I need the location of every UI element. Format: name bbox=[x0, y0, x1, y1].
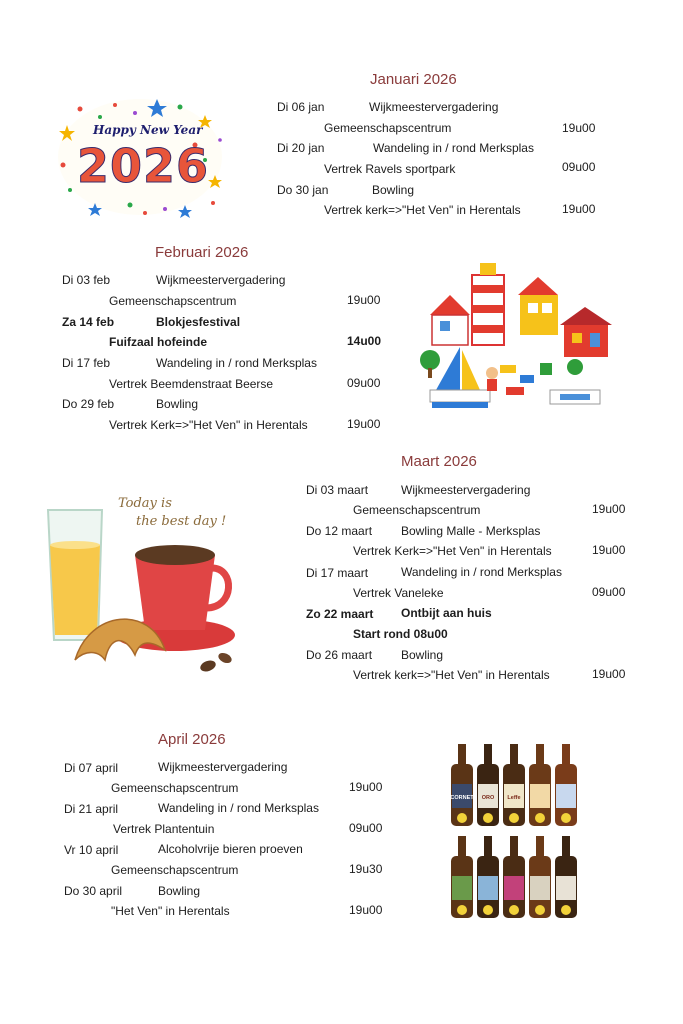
february-title: Februari 2026 bbox=[155, 244, 249, 261]
mar-event-2-time: 19u00 bbox=[592, 543, 626, 557]
feb-event-2-time: 14u00 bbox=[347, 334, 382, 348]
mar-event-1-date: Di 03 maart bbox=[306, 483, 369, 497]
jan-event-3-activity: Bowling bbox=[372, 183, 415, 197]
apr-event-1-date: Di 07 april bbox=[64, 761, 119, 775]
beer-bottle bbox=[555, 836, 577, 918]
mar-event-5-time: 19u00 bbox=[592, 667, 626, 681]
feb-event-1-date: Di 03 feb bbox=[62, 273, 111, 287]
april-title: April 2026 bbox=[158, 731, 226, 748]
feb-event-1-time: 19u00 bbox=[347, 293, 381, 307]
feb-event-2-date: Za 14 feb bbox=[62, 315, 115, 329]
mar-event-1-detail: Gemeenschapscentrum bbox=[353, 503, 481, 517]
mar-event-3-activity: Wandeling in / rond Merksplas bbox=[401, 565, 562, 579]
feb-event-2-detail: Fuifzaal hofeinde bbox=[109, 335, 208, 349]
jan-event-1-time: 19u00 bbox=[562, 121, 596, 135]
apr-event-2-time: 09u00 bbox=[349, 821, 383, 835]
feb-event-1-detail: Gemeenschapscentrum bbox=[109, 294, 237, 308]
jan-event-1-detail: Gemeenschapscentrum bbox=[324, 121, 452, 135]
lego-blocks-icon bbox=[410, 255, 620, 425]
feb-event-3-date: Di 17 feb bbox=[62, 356, 111, 370]
best-day-text: the best day ! bbox=[136, 514, 227, 529]
jan-event-3-detail: Vertrek kerk=>"Het Ven" in Herentals bbox=[324, 203, 521, 217]
happy-new-year-text: Happy New Year bbox=[93, 123, 203, 137]
mar-event-5-date: Do 26 maart bbox=[306, 648, 373, 662]
feb-event-3-activity: Wandeling in / rond Merksplas bbox=[156, 356, 317, 370]
mar-event-5-activity: Bowling bbox=[401, 648, 444, 662]
beer-label-text: ORO bbox=[481, 795, 495, 801]
apr-event-2-date: Di 21 april bbox=[64, 802, 119, 816]
beer-bottles-icon bbox=[445, 740, 585, 930]
apr-event-4-time: 19u00 bbox=[349, 903, 383, 917]
mar-event-3-detail: Vertrek Vaneleke bbox=[353, 586, 444, 600]
feb-event-1-activity: Wijkmeestervergadering bbox=[156, 273, 286, 287]
breakfast-illustration bbox=[40, 490, 245, 690]
beer-bottle bbox=[477, 836, 499, 918]
beer-label-text: Leffe bbox=[507, 795, 521, 801]
mar-event-5-detail: Vertrek kerk=>"Het Ven" in Herentals bbox=[353, 668, 550, 682]
building-blocks-illustration bbox=[410, 255, 620, 425]
mar-event-2-detail: Vertrek Kerk=>"Het Ven" in Herentals bbox=[353, 544, 552, 558]
beer-bottles-illustration bbox=[445, 740, 585, 930]
year-2026-text: 2026 bbox=[77, 139, 210, 193]
feb-event-4-time: 19u00 bbox=[347, 417, 381, 431]
january-title: Januari 2026 bbox=[370, 71, 457, 88]
apr-event-3-date: Vr 10 april bbox=[64, 843, 119, 857]
jan-event-2-time: 09u00 bbox=[562, 160, 596, 174]
feb-event-3-time: 09u00 bbox=[347, 376, 381, 390]
beer-bottle bbox=[503, 744, 525, 826]
feb-event-2-activity: Blokjesfestival bbox=[156, 315, 241, 329]
jan-event-3-time: 19u00 bbox=[562, 202, 596, 216]
beer-bottle bbox=[503, 836, 525, 918]
mar-event-3-time: 09u00 bbox=[592, 585, 626, 599]
today-is-text: Today is bbox=[118, 496, 172, 511]
mar-event-3-date: Di 17 maart bbox=[306, 566, 369, 580]
beer-bottle bbox=[477, 744, 499, 826]
apr-event-4-activity: Bowling bbox=[158, 884, 201, 898]
apr-event-4-detail: "Het Ven" in Herentals bbox=[111, 904, 230, 918]
apr-event-3-activity: Alcoholvrije bieren proeven bbox=[158, 842, 303, 856]
mar-event-4-activity: Ontbijt aan huis bbox=[401, 606, 492, 620]
apr-event-1-time: 19u00 bbox=[349, 780, 383, 794]
feb-event-4-detail: Vertrek Kerk=>"Het Ven" in Herentals bbox=[109, 418, 308, 432]
jan-event-3-date: Do 30 jan bbox=[277, 183, 329, 197]
jan-event-2-date: Di 20 jan bbox=[277, 141, 325, 155]
mar-event-4-detail: Start rond 08u00 bbox=[353, 627, 448, 641]
mar-event-1-time: 19u00 bbox=[592, 502, 626, 516]
apr-event-3-detail: Gemeenschapscentrum bbox=[111, 863, 239, 877]
apr-event-1-detail: Gemeenschapscentrum bbox=[111, 781, 239, 795]
beer-bottle bbox=[555, 744, 577, 826]
beer-bottle bbox=[451, 836, 473, 918]
apr-event-2-activity: Wandeling in / rond Merksplas bbox=[158, 801, 319, 815]
apr-event-3-time: 19u30 bbox=[349, 862, 383, 876]
apr-event-1-activity: Wijkmeestervergadering bbox=[158, 760, 288, 774]
mar-event-2-date: Do 12 maart bbox=[306, 524, 373, 538]
jan-event-1-date: Di 06 jan bbox=[277, 100, 325, 114]
jan-event-2-detail: Vertrek Ravels sportpark bbox=[324, 162, 456, 176]
march-title: Maart 2026 bbox=[401, 453, 477, 470]
mar-event-4-date: Zo 22 maart bbox=[306, 607, 374, 621]
mar-event-2-activity: Bowling Malle - Merksplas bbox=[401, 524, 541, 538]
beer-bottle bbox=[529, 744, 551, 826]
apr-event-4-date: Do 30 april bbox=[64, 884, 123, 898]
mar-event-1-activity: Wijkmeestervergadering bbox=[401, 483, 531, 497]
beer-bottle bbox=[529, 836, 551, 918]
apr-event-2-detail: Vertrek Plantentuin bbox=[113, 822, 215, 836]
beer-label-text: CORNET bbox=[450, 795, 474, 801]
beer-bottle bbox=[450, 744, 474, 826]
jan-event-2-activity: Wandeling in / rond Merksplas bbox=[373, 141, 534, 155]
new-year-illustration bbox=[55, 95, 225, 220]
feb-event-4-date: Do 29 feb bbox=[62, 397, 115, 411]
feb-event-3-detail: Vertrek Beemdenstraat Beerse bbox=[109, 377, 274, 391]
jan-event-1-activity: Wijkmeestervergadering bbox=[369, 100, 499, 114]
feb-event-4-activity: Bowling bbox=[156, 397, 199, 411]
